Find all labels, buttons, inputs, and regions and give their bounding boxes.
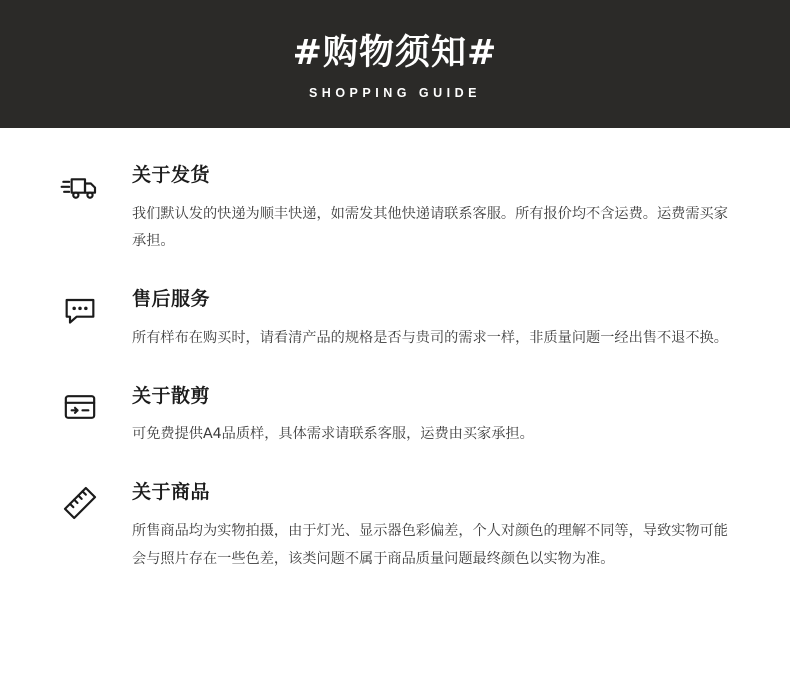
page-title: #购物须知# <box>292 32 498 73</box>
section-text <box>132 385 742 449</box>
page-subtitle: SHOPPING GUIDE <box>308 86 482 101</box>
page-header-banner <box>0 0 790 128</box>
section-after-sales <box>0 288 790 352</box>
section-body: 可免费提供A4品质样，具体需求请联系客服，运费由买家承担。 <box>132 426 534 443</box>
section-product <box>0 481 790 573</box>
section-title: 关于发货 <box>132 164 211 186</box>
section-title: 关于商品 <box>132 481 211 504</box>
section-icon-wrap <box>60 481 132 523</box>
section-text <box>132 288 742 352</box>
section-shipping <box>0 164 790 256</box>
section-title: 售后服务 <box>132 288 211 311</box>
scissors-cut-icon <box>60 387 100 427</box>
section-text <box>132 164 742 256</box>
chat-bubble-icon <box>60 290 100 330</box>
section-body: 所售商品均为实物拍摄，由于灯光、显示器色彩偏差，个人对颜色的理解不同等，导致实物可能会与照片存在一些色差，该类问题不属于商品质量问题最终颜色以实物为准。 <box>132 522 728 567</box>
section-text <box>132 481 742 573</box>
section-icon-wrap <box>60 164 132 206</box>
section-title: 关于散剪 <box>132 384 211 407</box>
guide-sections <box>0 128 790 573</box>
ruler-icon <box>60 483 100 523</box>
section-body: 所有样布在购买时，请看清产品的规格是否与贵司的需求一样，非质量问题一经出售不退不换。 <box>132 329 728 346</box>
delivery-truck-icon <box>60 166 100 206</box>
section-cutting <box>0 385 790 449</box>
section-icon-wrap <box>60 385 132 427</box>
section-icon-wrap <box>60 288 132 330</box>
section-body: 我们默认发的快递为顺丰快递，如需发其他快递请联系客服。所有报价均不含运费。运费需买家承担。 <box>132 205 728 250</box>
